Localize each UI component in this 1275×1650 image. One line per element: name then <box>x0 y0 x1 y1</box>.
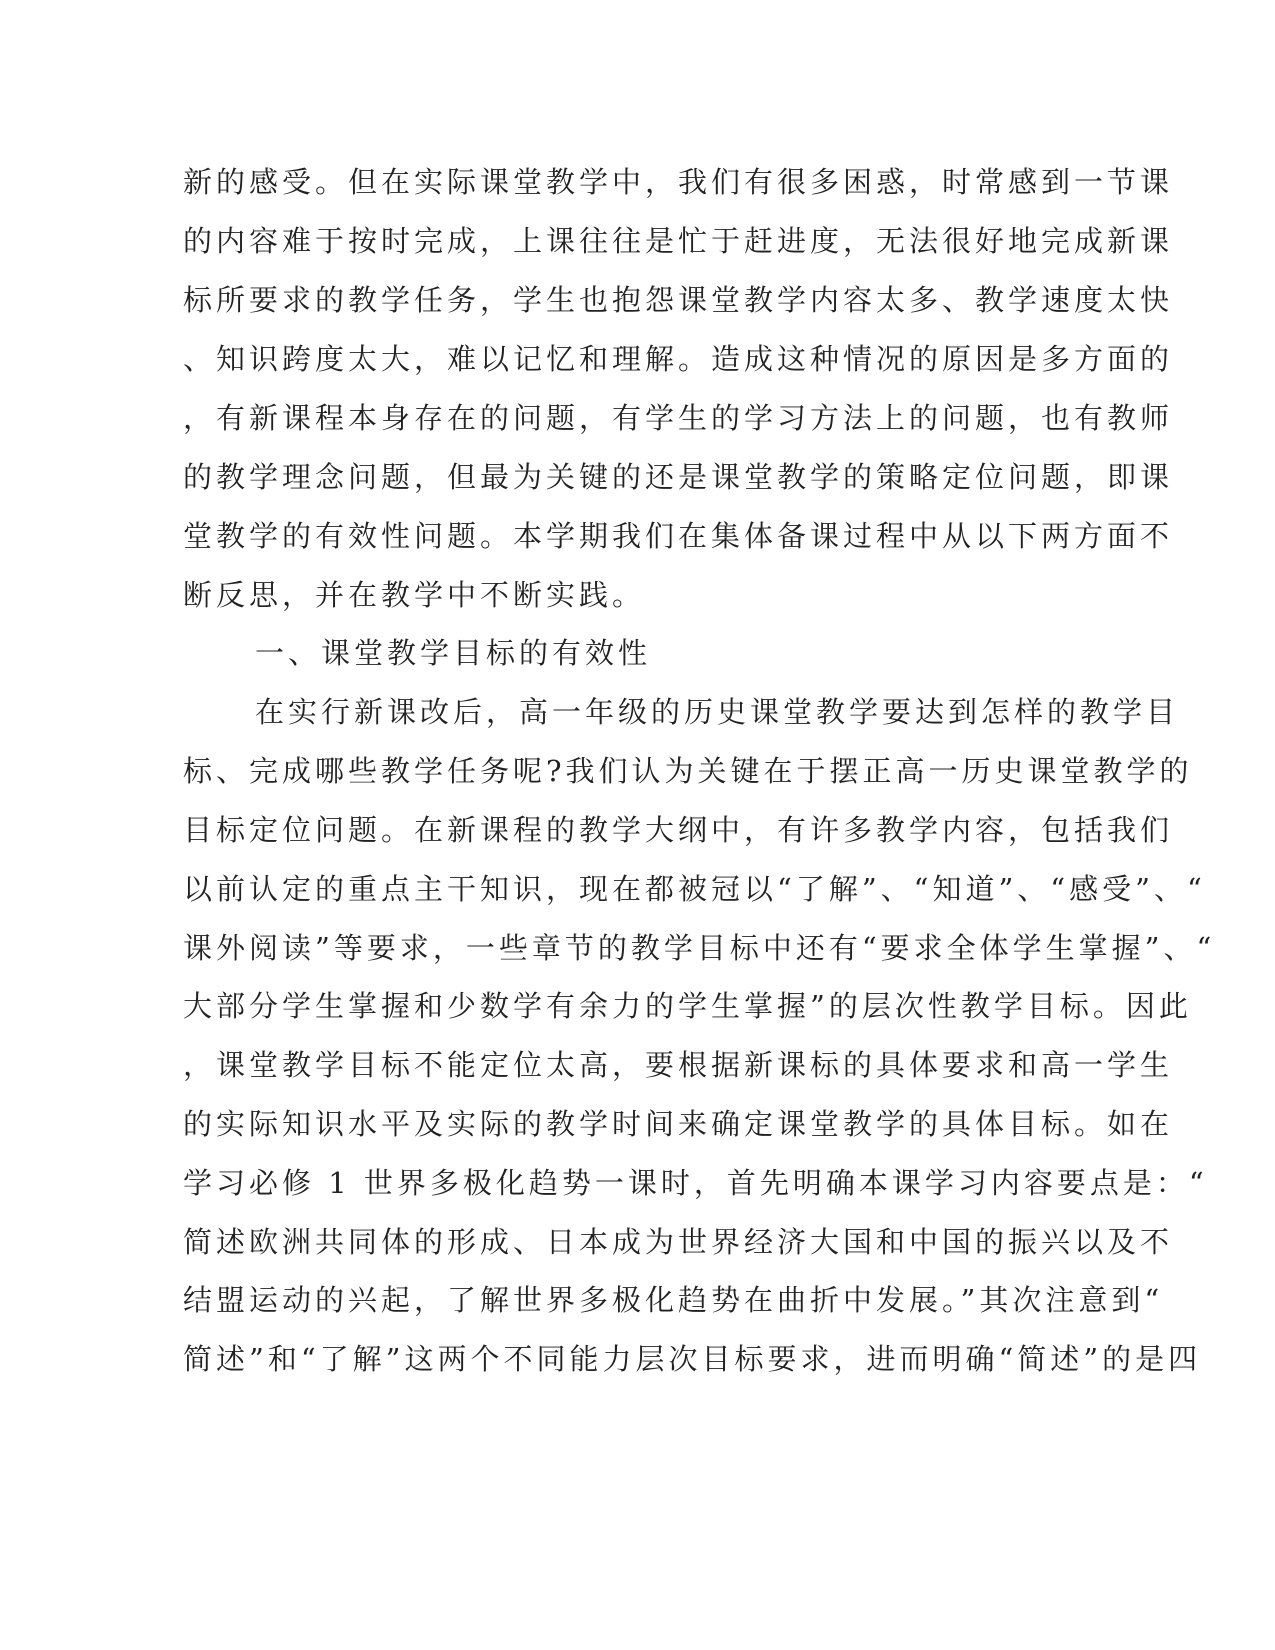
text-line: 、知识跨度太大，难以记忆和理解。造成这种情况的原因是多方面的 <box>183 342 1174 376</box>
text-line: 的内容难于按时完成，上课往往是忙于赶进度，无法很好地完成新课 <box>183 224 1174 258</box>
text-line: 大部分学生掌握和少数学有余力的学生掌握”的层次性教学目标。因此 <box>183 989 1192 1023</box>
text-line: 课外阅读”等要求，一些章节的教学目标中还有“要求全体学生掌握”、“ <box>183 931 1216 965</box>
text-line: ，课堂教学目标不能定位太高，要根据新课标的具体要求和高一学生 <box>183 1048 1174 1082</box>
text-line: 的教学理念问题，但最为关键的还是课堂教学的策略定位问题，即课 <box>183 460 1174 494</box>
text-line: 目标定位问题。在新课程的教学大纲中，有许多教学内容，包括我们 <box>183 813 1174 847</box>
text-line: 学习必修 1 世界多极化趋势一课时，首先明确本课学习内容要点是：“ <box>183 1166 1208 1200</box>
section-heading: 一、课堂教学目标的有效性 <box>255 636 652 670</box>
text-line: 在实行新课改后，高一年级的历史课堂教学要达到怎样的教学目 <box>255 695 1180 729</box>
text-line: 结盟运动的兴起，了解世界多极化趋势在曲折中发展。”其次注意到“ <box>183 1283 1164 1317</box>
text-line: 标所要求的教学任务，学生也抱怨课堂教学内容太多、教学速度太快 <box>183 283 1174 317</box>
text-line: 新的感受。但在实际课堂教学中，我们有很多困惑，时常感到一节课 <box>183 165 1174 199</box>
text-line: 标、完成哪些教学任务呢?我们认为关键在于摆正高一历史课堂教学的 <box>183 754 1193 788</box>
text-line: 以前认定的重点主干知识，现在都被冠以“了解”、“知道”、“感受”、“ <box>183 872 1206 906</box>
text-line: 简述”和“了解”这两个不同能力层次目标要求，进而明确“简述”的是四 <box>183 1342 1202 1376</box>
text-line: 简述欧洲共同体的形成、日本成为世界经济大国和中国的振兴以及不 <box>183 1225 1174 1259</box>
text-line: 堂教学的有效性问题。本学期我们在集体备课过程中从以下两方面不 <box>183 519 1174 553</box>
text-line: 的实际知识水平及实际的教学时间来确定课堂教学的具体目标。如在 <box>183 1107 1174 1141</box>
text-line: ，有新课程本身存在的问题，有学生的学习方法上的问题，也有教师 <box>183 401 1174 435</box>
text-line: 断反思，并在教学中不断实践。 <box>183 578 646 612</box>
